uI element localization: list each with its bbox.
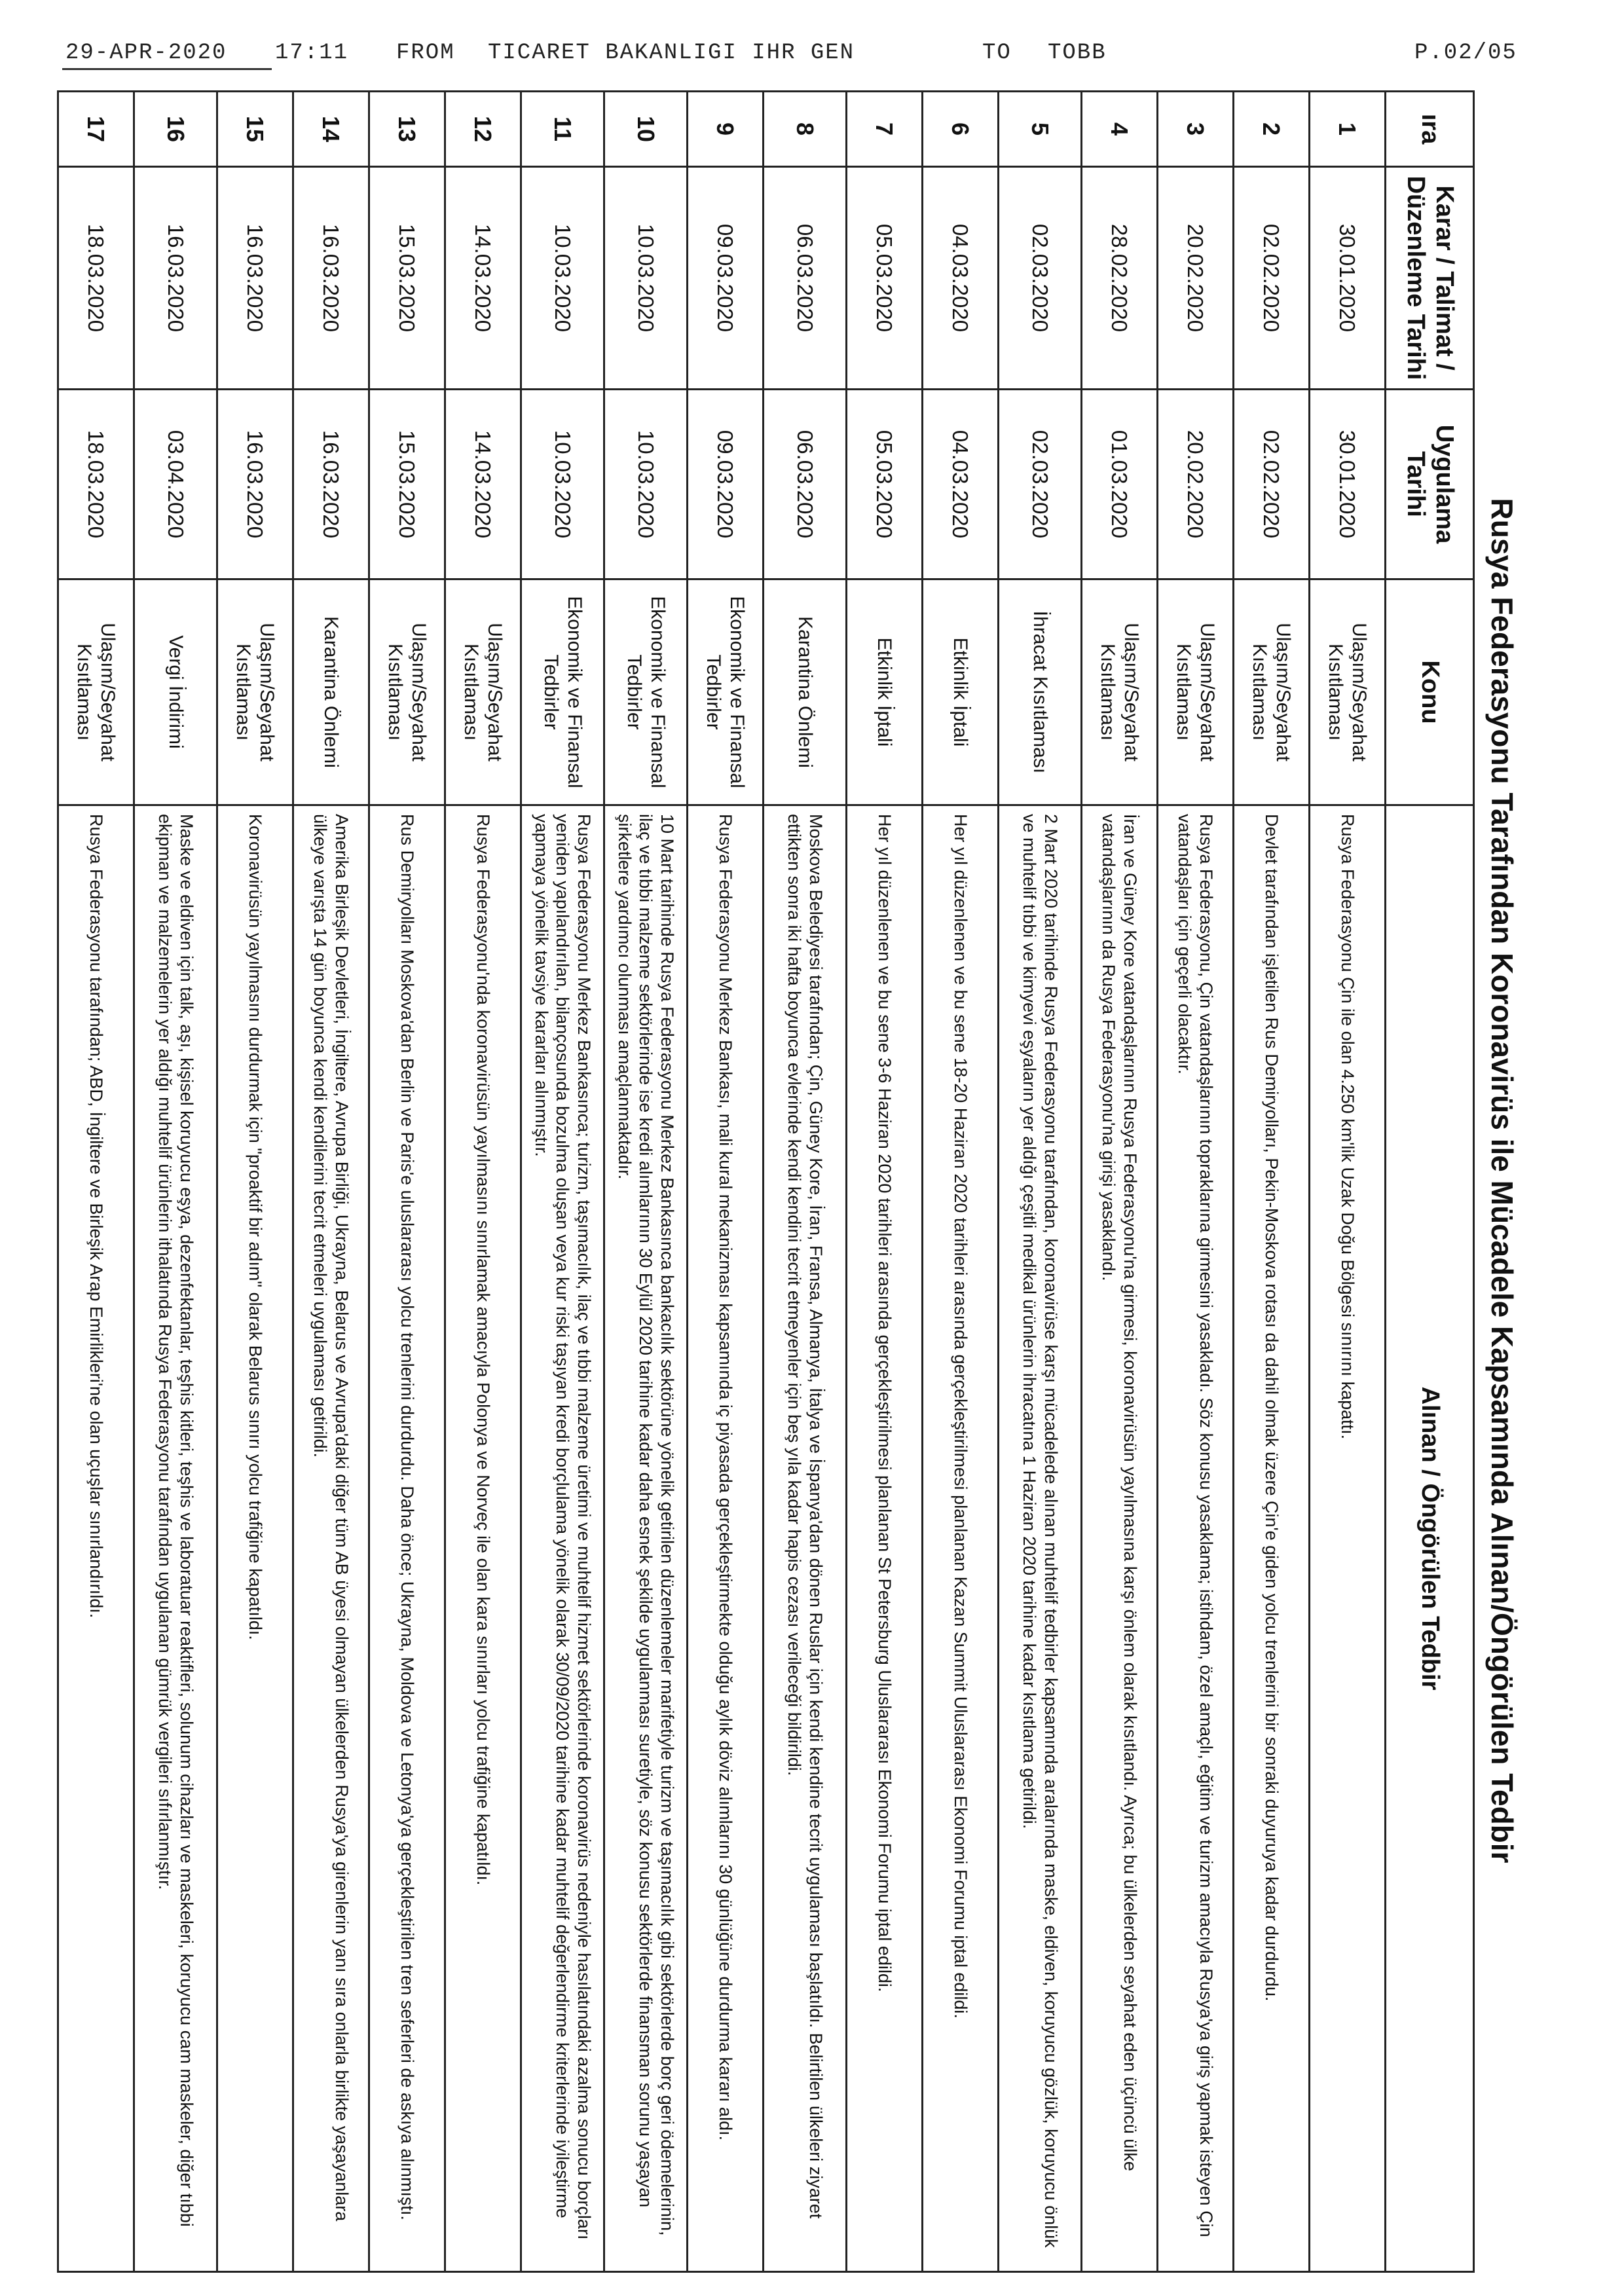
fax-time: 17:11 (275, 41, 349, 65)
decision-date: 20.02.2020 (1158, 167, 1234, 390)
table-row (445, 92, 521, 2272)
row-number: 14 (293, 92, 369, 167)
action-text: Rus Demiryolları Moskova'dan Berlin ve Paris'e uluslararası yolcu trenlerini durdurdu. Daha önce; Ukrayna, Moldova ve Letonya'ya gerçekleştirilen tren seferleri de askıya alınmıştı. (369, 805, 445, 2272)
action-text: Rusya Federasyonu Çin ile olan 4.250 km'lik Uzak Doğu Bölgesi sınırını kapattı. (1310, 805, 1386, 2272)
fax-date-underline (62, 68, 272, 70)
decision-date: 10.03.2020 (604, 167, 688, 390)
col-header-no: ıra (1386, 92, 1474, 167)
action-text: İran ve Güney Kore vatandaşlarının Rusya Federasyonu'na girmesi, koronavirüsün yayılmasına karşı önlem olarak kısıtlandı. Ayrıca; bu ülkelerden seyahat eden üçüncü ülke vatandaşlarının da Rusya Federasyonu'na girişi yasaklandı. (1082, 805, 1158, 2272)
topic: Etkinlik İptali (923, 579, 999, 805)
application-date: 01.03.2020 (1082, 390, 1158, 579)
table-row (764, 92, 847, 2272)
table-header-row (1386, 92, 1474, 2272)
action-text: Rusya Federasyonu, Çin vatandaşlarının topraklarına girmesini yasakladı. Söz konusu yasaklama; istihdam, özel amaçlı, eğitim ve turizm amacıyla Rusya'ya giriş yapmak isteyen Çin vatandaşları için geçerli olacaktır. (1158, 805, 1234, 2272)
row-number: 7 (847, 92, 923, 167)
decision-date: 30.01.2020 (1310, 167, 1386, 390)
topic: Karantina Önlemi (293, 579, 369, 805)
row-number: 3 (1158, 92, 1234, 167)
decision-date: 05.03.2020 (847, 167, 923, 390)
page-title: Rusya Federasyonu Tarafından Koronavirüs ile Mücadele Kapsamında Alınan/Öngörülen Tedbir (1485, 498, 1519, 1864)
table-row (923, 92, 999, 2272)
decision-date: 16.03.2020 (293, 167, 369, 390)
decision-date: 15.03.2020 (369, 167, 445, 390)
table-row (999, 92, 1082, 2272)
decision-date: 16.03.2020 (134, 167, 217, 390)
topic: Ulaşım/Seyahat Kısıtlaması (445, 579, 521, 805)
row-number: 10 (604, 92, 688, 167)
col-header-topic: Konu (1386, 579, 1474, 805)
fax-to: TOBB (1048, 41, 1107, 65)
measures-table (57, 90, 1475, 2273)
application-date: 05.03.2020 (847, 390, 923, 579)
row-number: 11 (521, 92, 604, 167)
decision-date: 02.03.2020 (999, 167, 1082, 390)
decision-date: 16.03.2020 (217, 167, 293, 390)
fax-header (0, 41, 1624, 80)
table-row (688, 92, 764, 2272)
application-date: 18.03.2020 (58, 390, 134, 579)
action-text: Her yıl düzenlenen ve bu sene 3-6 Haziran 2020 tarihleri arasında gerçekleştirilmesi planlanan St Petersburg Uluslararası Ekonomi Forumu iptal edildi. (847, 805, 923, 2272)
application-date: 20.02.2020 (1158, 390, 1234, 579)
table-row (847, 92, 923, 2272)
table-row (521, 92, 604, 2272)
topic: Etkinlik İptali (847, 579, 923, 805)
row-number: 15 (217, 92, 293, 167)
col-header-application-date: Uygulama Tarihi (1386, 390, 1474, 579)
action-text: Rusya Federasyonu tarafından; ABD, İngiltere ve Birleşik Arap Emirlikleri'ne olan uçuşlar sınırlandırıldı. (58, 805, 134, 2272)
application-date: 02.02.2020 (1234, 390, 1310, 579)
action-text: Her yıl düzenlenen ve bu sene 18-20 Haziran 2020 tarihleri arasında gerçekleştirilmesi planlanan Kazan Summit Uluslararası Ekonomi Forumu iptal edildi. (923, 805, 999, 2272)
table-row (369, 92, 445, 2272)
application-date: 30.01.2020 (1310, 390, 1386, 579)
fax-page: P.02/05 (1414, 41, 1517, 65)
action-text: Amerika Birleşik Devletleri, İngiltere, Avrupa Birliği, Ukrayna, Belarus ve Avrupa'daki diğer tüm AB üyesi olmayan ülkelerden Rusya'ya girenlerin yanı sıra onlarla birlikte yaşayanlara ülkeye varışta 14 gün boyunca kendi kendilerini tecrit etmeleri uygulaması getirildi. (293, 805, 369, 2272)
topic: Ulaşım/Seyahat Kısıtlaması (1082, 579, 1158, 805)
topic: Karantina Önlemi (764, 579, 847, 805)
row-number: 5 (999, 92, 1082, 167)
action-text: Koronavirüsün yayılmasını durdurmak için "proaktif bir adım" olarak Belarus sınırı yolcu trafiğine kapatıldı. (217, 805, 293, 2272)
table-row (217, 92, 293, 2272)
decision-date: 28.02.2020 (1082, 167, 1158, 390)
application-date: 06.03.2020 (764, 390, 847, 579)
action-text: 10 Mart tarihinde Rusya Federasyonu Merkez Bankasınca bankacılık sektörüne yönelik getirilen düzenlemeler marifetiyle turizm ve taşımacılık gibi sektörlerde borç geri ödemelerinin, ilaç ve tıbbi malzeme sektörlerinde ise kredi alımlarının 30 Eylül 2020 tarihine kadar daha esnek şekilde uygulanması suretiyle, söz konusu sektörlerde finansman sorunu yaşayan şirketlere yardımcı olunması amaçlanmaktadır. (604, 805, 688, 2272)
table-row (1082, 92, 1158, 2272)
row-number: 12 (445, 92, 521, 167)
decision-date: 09.03.2020 (688, 167, 764, 390)
application-date: 04.03.2020 (923, 390, 999, 579)
topic: Ekonomik ve Finansal Tedbirler (521, 579, 604, 805)
row-number: 16 (134, 92, 217, 167)
application-date: 10.03.2020 (604, 390, 688, 579)
action-text: Devlet tarafından işletilen Rus Demiryolları, Pekin-Moskova rotası da dahil olmak üzere Çin'e giden yolcu trenlerini bir sonraki duyuruya kadar durdurdu. (1234, 805, 1310, 2272)
action-text: Maske ve eldiven için talk, aşı, kişisel koruyucu eşya, dezenfektanlar, teşhis kitleri, teşhis ve laboratuar reaktifleri, solunum cihazları ve maskeleri, koruyucu cam maskeler, diğer tıbbi ekipman ve malzemelerin yer aldığı muhtelif ürünlerin ithalatında Rusya Federasyonu tarafından uygulanan gümrük vergileri sıfırlanmıştır. (134, 805, 217, 2272)
row-number: 8 (764, 92, 847, 167)
fax-date: 29-APR-2020 (65, 41, 227, 65)
decision-date: 04.03.2020 (923, 167, 999, 390)
action-text: Rusya Federasyonu Merkez Bankasınca; turizm, taşımacılık, ilaç ve tıbbi malzeme üretimi ve muhtelif hizmet sektörlerinde koronavirüs nedeniyle hasılatındaki azalma sonucu borçları yeniden yapılandırılan, bilançosunda bozulma oluşan veya kur riski taşıyan kredi borçlulama yönelik olarak 30/09/2020 tarihine kadar muhtelif değerlendirme kriterlerinde iyileştirme yapmaya yönelik tavsiye kararları alınmıştır. (521, 805, 604, 2272)
decision-date: 02.02.2020 (1234, 167, 1310, 390)
topic: Ekonomik ve Finansal Tedbirler (604, 579, 688, 805)
table-row (134, 92, 217, 2272)
table-row (1234, 92, 1310, 2272)
table-row (58, 92, 134, 2272)
action-text: Moskova Belediyesi tarafından; Çin, Güney Kore, İran, Fransa, Almanya, İtalya ve İspanya'dan dönen Ruslar için kendi kendine tecrit uygulaması başlatıldı. Belirtilen ülkeleri ziyaret ettikten sonra iki hafta boyunca evlerinde kendi kendini tecrit etmeyenler için beş yıla kadar hapis cezası verileceği bildirildi. (764, 805, 847, 2272)
row-number: 9 (688, 92, 764, 167)
row-number: 2 (1234, 92, 1310, 167)
row-number: 6 (923, 92, 999, 167)
application-date: 03.04.2020 (134, 390, 217, 579)
fax-from-label: FROM (396, 41, 455, 65)
action-text: 2 Mart 2020 tarihinde Rusya Federasyonu tarafından, koronavirüse karşı mücadelede alınan muhtelif tedbirler kapsamında aralarında maske, eldiven, koruyucu gözlük, koruyucu önlük ve muhtelif tıbbi ve kimyevi eşyaların yer aldığı çeşitli medikal ürünlerin ihracatına 1 Haziran 2020 tarihine kadar kısıtlama getirildi. (999, 805, 1082, 2272)
topic: Ulaşım/Seyahat Kısıtlaması (369, 579, 445, 805)
action-text: Rusya Federasyonu Merkez Bankası, mali kural mekanizması kapsamında iç piyasada gerçekleştirmekte olduğu aylık döviz alımlarını 30 günlüğüne durdurma kararı aldı. (688, 805, 764, 2272)
table-row (604, 92, 688, 2272)
table-row (293, 92, 369, 2272)
application-date: 14.03.2020 (445, 390, 521, 579)
topic: Vergi İndirimi (134, 579, 217, 805)
row-number: 13 (369, 92, 445, 167)
application-date: 16.03.2020 (293, 390, 369, 579)
decision-date: 06.03.2020 (764, 167, 847, 390)
topic: Ulaşım/Seyahat Kısıtlaması (1158, 579, 1234, 805)
decision-date: 14.03.2020 (445, 167, 521, 390)
row-number: 17 (58, 92, 134, 167)
topic: Ulaşım/Seyahat Kısıtlaması (1234, 579, 1310, 805)
application-date: 15.03.2020 (369, 390, 445, 579)
application-date: 16.03.2020 (217, 390, 293, 579)
application-date: 10.03.2020 (521, 390, 604, 579)
row-number: 1 (1310, 92, 1386, 167)
topic: Ekonomik ve Finansal Tedbirler (688, 579, 764, 805)
col-header-action: Alınan / Öngörülen Tedbir (1386, 805, 1474, 2272)
application-date: 02.03.2020 (999, 390, 1082, 579)
fax-to-label: TO (982, 41, 1012, 65)
topic: Ulaşım/Seyahat Kısıtlaması (217, 579, 293, 805)
row-number: 4 (1082, 92, 1158, 167)
decision-date: 10.03.2020 (521, 167, 604, 390)
table-row (1310, 92, 1386, 2272)
topic: İhracat Kısıtlaması (999, 579, 1082, 805)
application-date: 09.03.2020 (688, 390, 764, 579)
col-header-decision-date: Karar / Talimat / Düzenleme Tarihi (1386, 167, 1474, 390)
topic: Ulaşım/Seyahat Kısıtlaması (58, 579, 134, 805)
rotated-document (20, 90, 1526, 2271)
action-text: Rusya Federasyonu'nda koronavirüsün yayılmasını sınırlamak amacıyla Polonya ve Norveç ile olan kara sınırları yolcu trafiğine kapatıldı. (445, 805, 521, 2272)
table-row (1158, 92, 1234, 2272)
topic: Ulaşım/Seyahat Kısıtlaması (1310, 579, 1386, 805)
fax-from: TICARET BAKANLIGI IHR GEN (488, 41, 855, 65)
decision-date: 18.03.2020 (58, 167, 134, 390)
